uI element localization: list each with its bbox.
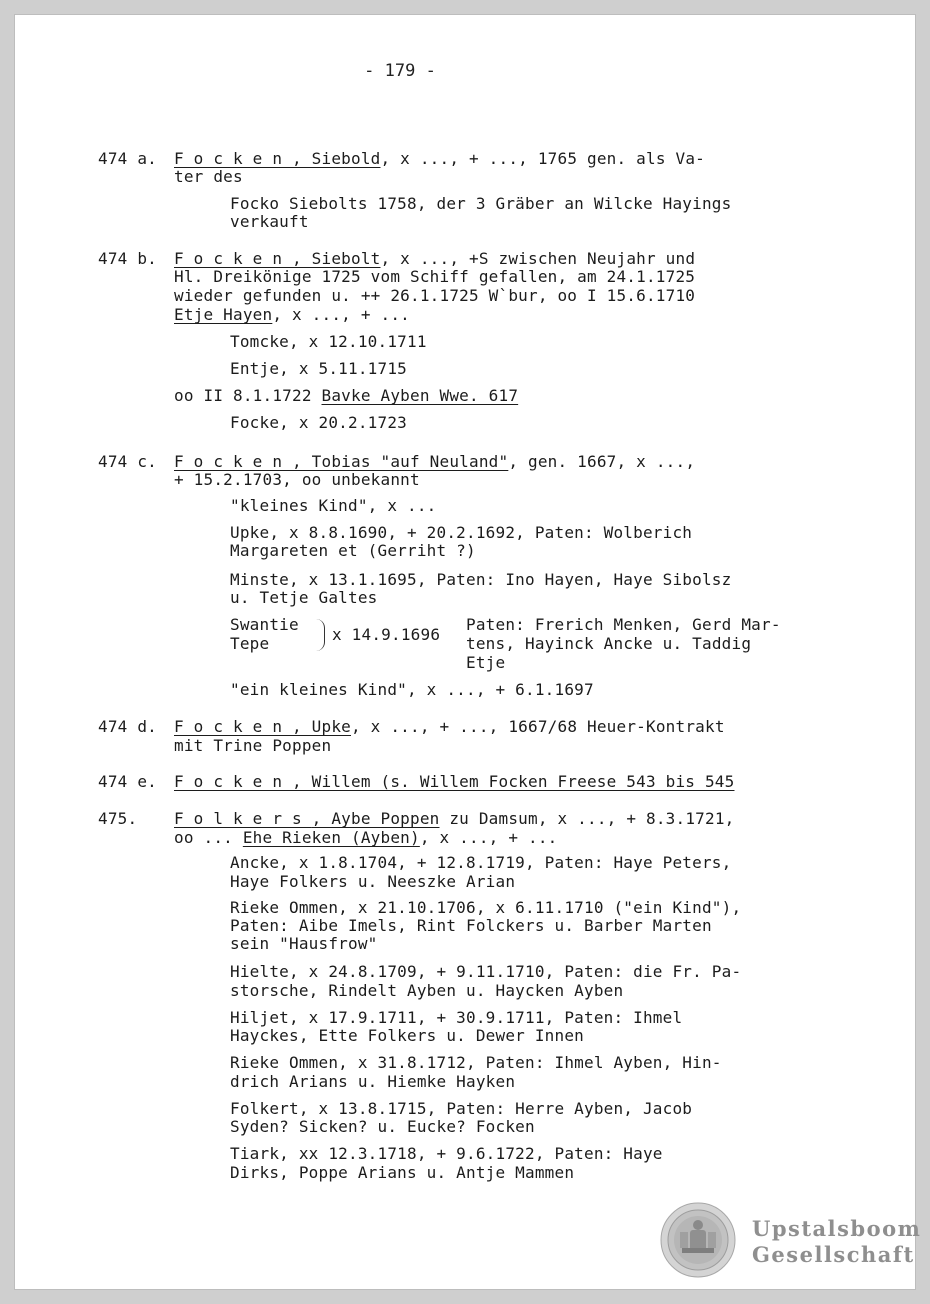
child-line: sein "Hausfrow" bbox=[230, 934, 378, 953]
child-line: Margareten et (Gerriht ?) bbox=[230, 541, 476, 560]
child-line: drich Arians u. Hiemke Hayken bbox=[230, 1072, 516, 1091]
entry-number: 474 d. bbox=[98, 717, 157, 736]
entry-text: , x ..., + ... bbox=[419, 828, 558, 847]
spouse-name: Bavke Ayben Wwe. 617 bbox=[321, 386, 519, 405]
person-name: F o c k e n , Willem (s. Willem Focken Freese 543 bis 545 bbox=[174, 772, 735, 791]
child-line: Tomcke, x 12.10.1711 bbox=[230, 332, 427, 351]
marriage-line bbox=[174, 387, 518, 405]
child-line: storsche, Rindelt Ayben u. Haycken Ayben bbox=[230, 981, 624, 1000]
child-line: Tiark, xx 12.3.1718, + 9.6.1722, Paten: Haye bbox=[230, 1144, 663, 1163]
person-name: F o l k e r s bbox=[174, 809, 312, 828]
child-line: Rieke Ommen, x 31.8.1712, Paten: Ihmel Ayben, Hin- bbox=[230, 1053, 722, 1072]
entry-text: , x ..., + ..., 1765 gen. als Va- bbox=[380, 149, 705, 168]
child-line: Upke, x 8.8.1690, + 20.2.1692, Paten: Wolberich bbox=[230, 523, 693, 542]
entry-first-line bbox=[174, 453, 695, 471]
child-line: Hielte, x 24.8.1709, + 9.11.1710, Paten: die Fr. Pa- bbox=[230, 962, 742, 981]
entry-number: 474 b. bbox=[98, 249, 157, 268]
child-line: Rieke Ommen, x 21.10.1706, x 6.11.1710 ("ein Kind"), bbox=[230, 898, 742, 917]
entry-number: 475. bbox=[98, 809, 138, 828]
child-line: "kleines Kind", x ... bbox=[230, 496, 437, 515]
entry-line: mit Trine Poppen bbox=[174, 736, 332, 755]
child-line: Focko Siebolts 1758, der 3 Gräber an Wilcke Hayings bbox=[230, 194, 732, 213]
child-line: verkauft bbox=[230, 212, 309, 231]
child-line: u. Tetje Galtes bbox=[230, 588, 378, 607]
child-line: Folkert, x 13.8.1715, Paten: Herre Ayben, Jacob bbox=[230, 1099, 693, 1118]
entry-text: , x ..., + ... bbox=[272, 305, 410, 324]
entry-line: ter des bbox=[174, 167, 243, 186]
spouse-name: Ehe Rieken (Ayben) bbox=[242, 828, 420, 847]
entry-text: , x ..., +S zwischen Neujahr und bbox=[380, 249, 696, 268]
entry-text: , gen. 1667, x ..., bbox=[508, 452, 696, 471]
entry-first-line bbox=[174, 773, 734, 791]
twin-name: Tepe bbox=[230, 634, 270, 653]
child-line: Ancke, x 1.8.1704, + 12.8.1719, Paten: Haye Peters, bbox=[230, 853, 732, 872]
entry-text: oo ... bbox=[174, 828, 243, 847]
entry-first-line bbox=[174, 150, 705, 168]
child-line: Dirks, Poppe Arians u. Antje Mammen bbox=[230, 1163, 575, 1182]
person-name: F o c k e n , Tobias "auf Neuland" bbox=[174, 452, 509, 471]
child-line: Syden? Sicken? u. Eucke? Focken bbox=[230, 1117, 535, 1136]
child-line: Minste, x 13.1.1695, Paten: Ino Hayen, Haye Sibolsz bbox=[230, 570, 732, 589]
spouse-name: Etje Hayen bbox=[174, 305, 273, 324]
entry-number: 474 a. bbox=[98, 149, 157, 168]
twin-paten: Etje bbox=[466, 653, 506, 672]
logo-line2: Gesellschaft bbox=[752, 1242, 915, 1267]
child-line: Haye Folkers u. Neeszke Arian bbox=[230, 872, 516, 891]
entry-text: , x ..., + ..., 1667/68 Heuer-Kontrakt bbox=[351, 717, 725, 736]
entry-line: + 15.2.1703, oo unbekannt bbox=[174, 470, 420, 489]
person-name: F o c k e n , Siebolt bbox=[174, 249, 381, 268]
entry-text: oo II 8.1.1722 bbox=[174, 386, 322, 405]
twin-date: x 14.9.1696 bbox=[332, 625, 441, 644]
entry-first-line bbox=[174, 250, 695, 268]
spouse-line bbox=[174, 829, 558, 847]
child-line: Focke, x 20.2.1723 bbox=[230, 413, 407, 432]
person-name: F o c k e n , Siebold bbox=[174, 149, 381, 168]
entry-first-line bbox=[174, 810, 734, 828]
spouse-line bbox=[174, 306, 410, 324]
seal-logo-icon bbox=[660, 1202, 736, 1278]
child-line: Hiljet, x 17.9.1711, + 30.9.1711, Paten: Ihmel bbox=[230, 1008, 683, 1027]
entry-line: Hl. Dreikönige 1725 vom Schiff gefallen, am 24.1.1725 bbox=[174, 267, 696, 286]
child-line: Entje, x 5.11.1715 bbox=[230, 359, 407, 378]
twin-paten: tens, Hayinck Ancke u. Taddig bbox=[466, 634, 752, 653]
brace-mark bbox=[316, 619, 325, 651]
child-line: "ein kleines Kind", x ..., + 6.1.1697 bbox=[230, 680, 594, 699]
person-name-rest: , Aybe Poppen bbox=[311, 809, 440, 828]
entry-first-line bbox=[174, 718, 725, 736]
entry-number: 474 e. bbox=[98, 772, 157, 791]
twin-paten: Paten: Frerich Menken, Gerd Mar- bbox=[466, 615, 781, 634]
entry-text: zu Damsum, x ..., + 8.3.1721, bbox=[439, 809, 735, 828]
child-line: Paten: Aibe Imels, Rint Folckers u. Barber Marten bbox=[230, 916, 712, 935]
child-line: Hayckes, Ette Folkers u. Dewer Innen bbox=[230, 1026, 584, 1045]
person-name: F o c k e n , Upke bbox=[174, 717, 351, 736]
entry-line: wieder gefunden u. ++ 26.1.1725 W`bur, oo I 15.6.1710 bbox=[174, 286, 696, 305]
twin-name: Swantie bbox=[230, 615, 299, 634]
logo-line1: Upstalsboom bbox=[752, 1216, 922, 1241]
page-number: - 179 - bbox=[364, 61, 436, 81]
entry-number: 474 c. bbox=[98, 452, 157, 471]
